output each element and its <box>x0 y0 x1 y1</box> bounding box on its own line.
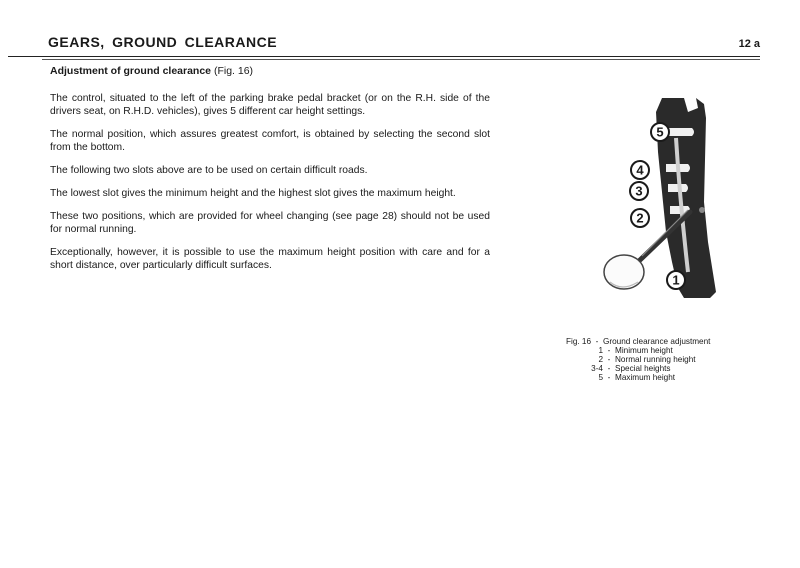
caption-legend-key: 3-4 <box>591 364 603 373</box>
caption-legend-key: 5 <box>598 373 603 382</box>
paragraph: The normal position, which assures greatest comfort, is obtained by selecting the second slot from the bottom. <box>50 129 490 153</box>
caption-separator: - <box>607 364 611 373</box>
caption-legend-text: Minimum height <box>615 346 673 355</box>
section-heading-text: Adjustment of ground clearance <box>50 65 212 77</box>
body-text <box>50 92 490 282</box>
position-label-text: 4 <box>636 162 644 178</box>
lever-knob <box>604 255 644 289</box>
caption-separator: - <box>607 373 611 382</box>
caption-separator: - <box>607 346 611 355</box>
caption-legend-key: 2 <box>598 355 603 364</box>
section-heading-figure-ref: (Fig. 16) <box>213 65 254 77</box>
position-label-1 <box>667 271 685 289</box>
ground-clearance-lever-figure <box>592 92 752 308</box>
position-label-text: 3 <box>635 183 643 199</box>
caption-legend-item <box>566 355 710 364</box>
mounting-bolt <box>699 207 705 213</box>
paragraph: The lowest slot gives the minimum height and the highest slot gives the maximum height. <box>50 188 456 199</box>
figure-caption <box>566 337 710 382</box>
caption-legend-text: Normal running height <box>615 355 696 364</box>
header-divider <box>8 56 760 57</box>
caption-legend-item <box>566 346 710 355</box>
section-heading <box>50 65 253 77</box>
paragraph: The following two slots above are to be used on certain difficult roads. <box>50 165 368 176</box>
position-label-4 <box>631 161 649 179</box>
caption-separator: - <box>595 337 599 346</box>
position-label-2 <box>631 209 649 227</box>
position-label-5 <box>651 123 669 141</box>
position-label-text: 5 <box>656 124 664 140</box>
page-title: GEARS, GROUND CLEARANCE <box>48 34 278 50</box>
paragraph: Exceptionally, however, it is possible to use the maximum height position with care and for a short distance, over particularly difficult surfaces. <box>50 247 490 271</box>
header-divider-secondary <box>42 59 760 60</box>
caption-legend-text: Maximum height <box>615 373 676 382</box>
caption-legend-item <box>566 364 710 373</box>
position-label-3 <box>630 182 648 200</box>
caption-legend-text: Special heights <box>615 364 671 373</box>
page-number: 12 a <box>738 38 760 50</box>
caption-title-row <box>566 337 710 346</box>
caption-figure-label: Fig. 16 <box>566 337 592 346</box>
caption-legend-item <box>566 373 710 382</box>
paragraph: These two positions, which are provided for wheel changing (see page 28) should not be used for normal running. <box>50 211 490 235</box>
position-label-text: 1 <box>672 272 680 288</box>
position-label-text: 2 <box>636 210 644 226</box>
caption-separator: - <box>607 355 611 364</box>
caption-legend-key: 1 <box>598 346 603 355</box>
caption-title: Ground clearance adjustment <box>603 337 711 346</box>
paragraph: The control, situated to the left of the parking brake pedal bracket (or on the R.H. side of the drivers seat, on R.H.D. vehicles), gives 5 different car height settings. <box>50 93 490 117</box>
